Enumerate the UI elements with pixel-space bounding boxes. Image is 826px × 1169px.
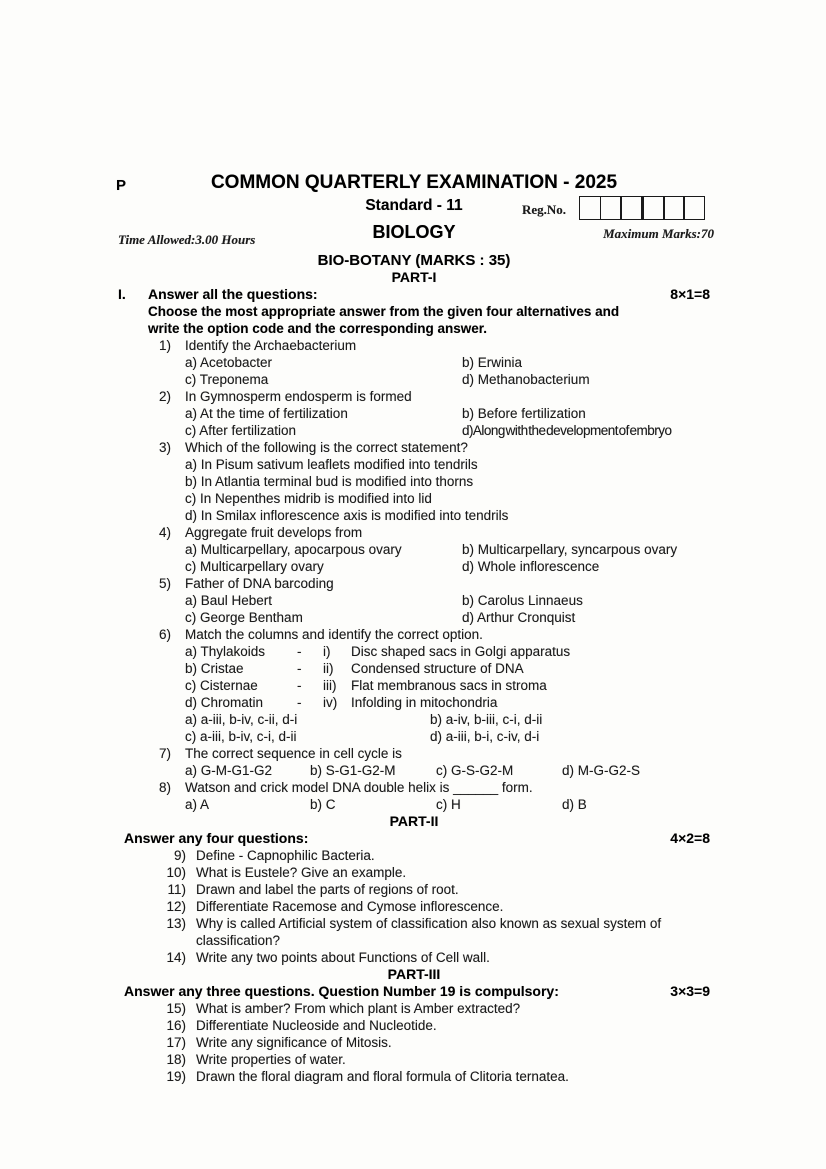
options — [185, 405, 710, 439]
options — [185, 541, 710, 575]
option-d: d) Methanobacterium — [462, 372, 590, 387]
question-text: Match the columns and identify the correct option. — [185, 627, 483, 642]
match-desc: Flat membranous sacs in stroma — [351, 678, 547, 693]
match-row — [185, 694, 710, 711]
question-7 — [118, 745, 710, 779]
question-16 — [118, 1017, 710, 1034]
part2-instruction-row — [118, 830, 710, 847]
part3-instruction: Answer any three questions. Question Number 19 is compulsory: — [124, 983, 559, 999]
paper-subtitle: BIO-BOTANY (MARKS : 35) — [317, 252, 511, 269]
header-title-row — [116, 172, 710, 194]
option-d: d) Whole inflorescence — [462, 559, 600, 574]
match-desc: Condensed structure of DNA — [351, 661, 524, 676]
question-text: What is amber? From which plant is Amber extracted? — [196, 1001, 521, 1016]
question-number: 8) — [159, 780, 172, 795]
question-text: Define - Capnophilic Bacteria. — [196, 848, 375, 863]
option-c: c) George Bentham — [185, 610, 303, 625]
question-text: Drawn and label the parts of regions of root. — [196, 882, 459, 897]
regno-box — [683, 196, 705, 220]
question-number: 13) — [166, 916, 186, 931]
question-1 — [118, 337, 710, 388]
options — [185, 796, 710, 813]
match-desc: Disc shaped sacs in Golgi apparatus — [351, 644, 571, 659]
standard-row — [118, 195, 710, 224]
option-a: a) a-iii, b-iv, c-ii, d-i — [185, 712, 298, 727]
option-d: d) In Smilax inflorescence axis is modified into tendrils — [185, 508, 509, 523]
question-number: 12) — [166, 899, 186, 914]
match-row — [185, 643, 710, 660]
question-2 — [118, 388, 710, 439]
question-text: The correct sequence in cell cycle is — [185, 746, 402, 761]
match-label: c) Cisternae — [185, 678, 258, 693]
option-c: c) Treponema — [185, 372, 269, 387]
question-11 — [118, 881, 710, 898]
question-number: 14) — [166, 950, 186, 965]
match-desc: Infolding in mitochondria — [351, 695, 498, 710]
part1-instruction: Answer all the questions: — [148, 286, 318, 302]
match-label: d) Chromatin — [185, 695, 264, 710]
option-b: b) Before fertilization — [462, 406, 586, 421]
question-number: 15) — [166, 1001, 186, 1016]
option-c: c) Multicarpellary ovary — [185, 559, 324, 574]
option-b: b) Carolus Linnaeus — [462, 593, 583, 608]
question-text: Drawn the floral diagram and floral formula of Clitoria ternatea. — [196, 1069, 569, 1084]
exam-title: COMMON QUARTERLY EXAMINATION - 2025 — [210, 172, 618, 193]
question-number: 3) — [159, 440, 172, 455]
question-number: 9) — [173, 848, 186, 863]
standard-label: Standard - 11 — [365, 197, 463, 214]
corner-letter: P — [116, 177, 127, 194]
option-d: d) Along with the development of embryo — [462, 423, 672, 438]
question-9 — [118, 847, 710, 864]
match-dash: - — [297, 661, 302, 676]
option-d: d) Arthur Cronquist — [462, 610, 576, 625]
part2-instruction: Answer any four questions: — [124, 830, 309, 846]
match-roman: ii) — [323, 661, 334, 676]
options — [185, 762, 710, 779]
question-number: 16) — [166, 1018, 186, 1033]
question-4 — [118, 524, 710, 575]
part2-heading: PART-II — [389, 813, 439, 829]
regno-label: Reg.No. — [522, 202, 567, 217]
question-12 — [118, 898, 710, 915]
section-number: I. — [118, 286, 126, 302]
question-number: 6) — [159, 627, 172, 642]
option-a: a) A — [185, 797, 210, 812]
part1-heading: PART-I — [391, 269, 437, 285]
question-15 — [118, 1000, 710, 1017]
regno-box — [579, 196, 601, 220]
question-5 — [118, 575, 710, 626]
question-number: 18) — [166, 1052, 186, 1067]
match-roman: iv) — [323, 695, 338, 710]
part2-marks: 4×2=8 — [670, 830, 710, 846]
option-a: a) Baul Hebert — [185, 593, 273, 608]
max-marks-label: Maximum Marks:70 — [603, 226, 714, 241]
question-13 — [118, 915, 710, 949]
options — [185, 354, 710, 388]
option-d: d) B — [562, 797, 587, 812]
question-10 — [118, 864, 710, 881]
question-text: Which of the following is the correct statement? — [185, 440, 468, 455]
question-text: What is Eustele? Give an example. — [196, 865, 407, 880]
options — [185, 711, 710, 745]
option-c: c) In Nepenthes midrib is modified into lid — [185, 491, 432, 506]
part3-heading: PART-III — [387, 966, 441, 982]
part3-marks: 3×3=9 — [670, 983, 710, 999]
question-19 — [118, 1068, 710, 1085]
match-dash: - — [297, 644, 302, 659]
question-number: 7) — [159, 746, 172, 761]
option-c: c) After fertilization — [185, 423, 297, 438]
option-d: d) a-iii, b-i, c-iv, d-i — [430, 729, 540, 744]
question-17 — [118, 1034, 710, 1051]
match-roman: i) — [323, 644, 331, 659]
option-b: b) In Atlantia terminal bud is modified into thorns — [185, 474, 474, 489]
question-text: Identify the Archaebacterium — [185, 338, 357, 353]
question-number: 1) — [159, 338, 172, 353]
match-label: b) Cristae — [185, 661, 244, 676]
options — [185, 592, 710, 626]
option-a: a) Acetobacter — [185, 355, 273, 370]
option-c: c) H — [436, 797, 461, 812]
match-row — [185, 660, 710, 677]
question-number: 4) — [159, 525, 172, 540]
option-a: a) In Pisum sativum leaflets modified into tendrils — [185, 457, 478, 472]
part3-instruction-row — [118, 983, 710, 1000]
subject-row — [118, 222, 714, 250]
option-c: c) a-iii, b-iv, c-i, d-ii — [185, 729, 297, 744]
question-text: Aggregate fruit develops from — [185, 525, 363, 540]
instruction-note-line2: write the option code and the corresponding answer. — [148, 321, 488, 336]
part1-instruction-row — [118, 286, 710, 303]
question-number: 5) — [159, 576, 172, 591]
question-text: In Gymnosperm endosperm is formed — [185, 389, 412, 404]
match-dash: - — [297, 678, 302, 693]
option-b: b) Erwinia — [462, 355, 523, 370]
option-a: a) At the time of fertilization — [185, 406, 348, 421]
option-a: a) G-M-G1-G2 — [185, 763, 273, 778]
question-number: 19) — [166, 1069, 186, 1084]
regno-box — [641, 196, 665, 220]
question-text: Write any significance of Mitosis. — [196, 1035, 392, 1050]
question-text: Father of DNA barcoding — [185, 576, 334, 591]
question-number: 11) — [167, 882, 186, 897]
regno-box — [663, 196, 685, 220]
question-number: 2) — [159, 389, 172, 404]
option-d: d) M-G-G2-S — [562, 763, 641, 778]
page-content — [116, 172, 714, 1085]
question-6 — [118, 626, 710, 745]
match-row — [185, 677, 710, 694]
match-label: a) Thylakoids — [185, 644, 266, 659]
option-c: c) G-S-G2-M — [436, 763, 514, 778]
regno-box — [600, 196, 622, 220]
question-text: Why is called Artificial system of classification also known as sexual system of classification? — [196, 916, 662, 948]
subject-title: BIOLOGY — [372, 222, 456, 242]
regno-grid — [581, 196, 705, 220]
question-text: Differentiate Nucleoside and Nucleotide. — [196, 1018, 437, 1033]
match-roman: iii) — [323, 678, 337, 693]
time-allowed-label: Time Allowed:3.00 Hours — [118, 232, 256, 247]
instruction-note-line1: Choose the most appropriate answer from the given four alternatives and — [148, 304, 620, 319]
question-18 — [118, 1051, 710, 1068]
match-dash: - — [297, 695, 302, 710]
regno-box — [620, 196, 642, 220]
question-14 — [118, 949, 710, 966]
question-text: Write any two points about Functions of Cell wall. — [196, 950, 490, 965]
question-number: 10) — [166, 865, 186, 880]
question-text: Write properties of water. — [196, 1052, 346, 1067]
option-b: b) a-iv, b-iii, c-i, d-ii — [430, 712, 543, 727]
question-8 — [118, 779, 710, 813]
question-text: Watson and crick model DNA double helix is ______ form. — [185, 780, 533, 795]
question-number: 17) — [166, 1035, 186, 1050]
question-text: Differentiate Racemose and Cymose inflorescence. — [196, 899, 504, 914]
part1-marks: 8×1=8 — [670, 286, 710, 302]
option-b: b) S-G1-G2-M — [310, 763, 396, 778]
question-3 — [118, 439, 710, 524]
option-b: b) Multicarpellary, syncarpous ovary — [462, 542, 678, 557]
option-a: a) Multicarpellary, apocarpous ovary — [185, 542, 402, 557]
option-b: b) C — [310, 797, 336, 812]
